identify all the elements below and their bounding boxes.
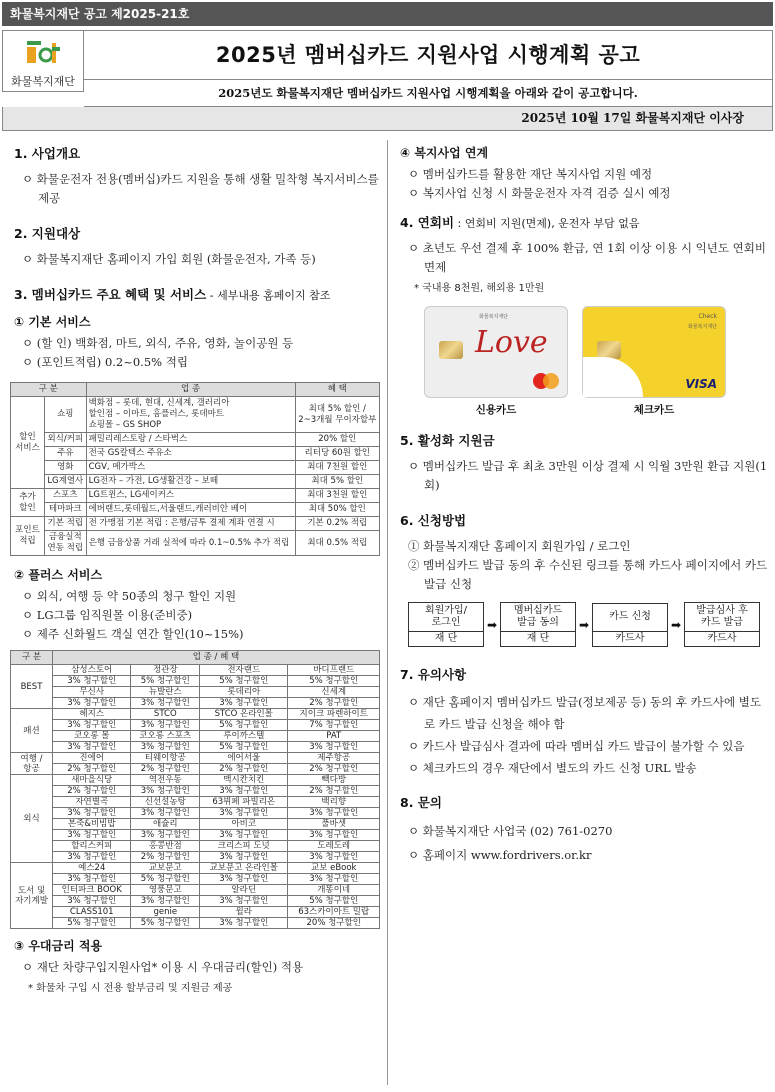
table-cell: 7% 청구할인 [288, 720, 380, 731]
table-cell: 5% 청구할인 [131, 874, 200, 885]
table-cell: 애슐리 [131, 819, 200, 830]
bullet: ㅇ 외식, 여행 등 약 50종의 청구 할인 지원 [22, 589, 237, 603]
table-cell: 20% 할인 [295, 433, 379, 447]
table-cell: 3% 청구할인 [53, 676, 131, 687]
section-heading: 5. 활성화 지원금 [400, 433, 495, 448]
table-cell: LG계열사 [45, 475, 87, 489]
table-cell: 3% 청구할인 [53, 698, 131, 709]
table-cell: 3% 청구할인 [53, 720, 131, 731]
table-cell: 2% 청구할인 [53, 786, 131, 797]
credit-card-figure [424, 306, 568, 417]
org-logo [2, 30, 84, 92]
arrow-icon: ➡ [670, 617, 682, 632]
table-cell: 할리스커피 [53, 841, 131, 852]
subsection-heading: ③ 우대금리 적용 [14, 939, 103, 953]
table-cell: 알라딘 [200, 885, 288, 896]
table-cell: 3% 청구할인 [200, 698, 288, 709]
table-cell: 루이까스텔 [200, 731, 288, 742]
table-cell: 바디프랜드 [288, 665, 380, 676]
credit-card-label: 신용카드 [475, 404, 517, 416]
table-cell: 3% 청구할인 [131, 830, 200, 841]
table-cell: 새마을식당 [53, 775, 131, 786]
table-cell: 테마파크 [45, 503, 87, 517]
table-cell: 5% 청구할인 [131, 918, 200, 929]
flow-step-title: 회원가입/ 로그인 [409, 603, 483, 632]
table-row [11, 797, 380, 808]
table-cell: 금융실적 연동 적립 [45, 531, 87, 556]
flow-step-owner: 재 단 [434, 633, 458, 644]
card-logo-text: 화물복지재단 [688, 324, 717, 330]
arrow-icon: ➡ [486, 617, 498, 632]
table-header-cell: 업 종 [86, 383, 295, 397]
table-cell: STCO [131, 709, 200, 720]
check-card-image [582, 306, 726, 398]
table-cell: LG전자 – 가전, LG생활건강 – 보떼 [86, 475, 295, 489]
table-cell: 코오롱 스포츠 [131, 731, 200, 742]
table-cell: 최대 0.5% 적립 [295, 531, 379, 556]
subsection-heading: ② 플러스 서비스 [14, 568, 103, 582]
table-cell: 기본 적립 [45, 517, 87, 531]
check-card-figure [582, 306, 726, 417]
plus-service-table [10, 650, 380, 929]
table-row [11, 819, 380, 830]
step: ② 멤버십카드 발급 동의 후 수신된 링크를 통해 카드사 페이지에서 카드 발급 신청 [408, 558, 768, 591]
bullet: ㅇ 화물복지재단 홈페이지 가입 회원 (화물운전자, 가족 등) [22, 252, 316, 266]
table-row [11, 676, 380, 687]
table-cell: 3% 청구할인 [200, 786, 288, 797]
table-cell: 신선설농탕 [131, 797, 200, 808]
table-cell: 롯데리아 [200, 687, 288, 698]
heading-note: - 세부내용 홈페이지 참조 [206, 289, 331, 302]
table-row [11, 433, 380, 447]
table-row [11, 489, 380, 503]
table-cell: 3% 청구할인 [53, 742, 131, 753]
contact-homepage: ㅇ 홈페이지 www.fordrivers.or.kr [408, 848, 592, 862]
table-cell: 전자랜드 [200, 665, 288, 676]
table-cell: 3% 청구할인 [288, 742, 380, 753]
table-row [11, 720, 380, 731]
table-cell: 자연별곡 [53, 797, 131, 808]
table-cell: 예스24 [53, 863, 131, 874]
card-images [424, 306, 768, 417]
table-cell: 크리스피 도넛 [200, 841, 288, 852]
basic-service-table [10, 382, 380, 556]
table-cell: 에버랜드,롯데월드,서울랜드,캐러비안 베이 [86, 503, 295, 517]
table-row [11, 397, 380, 433]
table-cell: 윌라 [200, 907, 288, 918]
table-row [11, 841, 380, 852]
table-cell: 주유 [45, 447, 87, 461]
table-cell: 최대 5% 할인 [295, 475, 379, 489]
section-heading [14, 285, 380, 303]
category-cell: 추가 할인 [11, 489, 45, 517]
table-cell: 은행 금융상품 거래 실적에 따라 0.1~0.5% 추가 적립 [86, 531, 295, 556]
bullet: ㅇ 멤버십카드 발급 후 최초 3만원 이상 결제 시 익월 3만원 환급 지원(1회) [408, 459, 768, 492]
card-chip-icon [439, 341, 463, 359]
table-cell: 3% 청구할인 [53, 808, 131, 819]
table-cell: 백리향 [288, 797, 380, 808]
table-cell: 3% 청구할인 [288, 852, 380, 863]
table-cell: 2% 청구할인 [53, 764, 131, 775]
table-cell: 3% 청구할인 [131, 698, 200, 709]
flow-step [592, 603, 668, 647]
right-column [396, 144, 768, 867]
table-cell: 최대 50% 할인 [295, 503, 379, 517]
table-cell: 3% 청구할인 [131, 742, 200, 753]
table-cell: 2% 청구할인 [288, 786, 380, 797]
flow-step-owner: 카드사 [707, 633, 737, 644]
section-heading: 8. 문의 [400, 795, 442, 810]
check-card-label: 체크카드 [633, 404, 675, 416]
table-cell: 백화점 – 롯데, 현대, 신세계, 갤러리아 할인점 – 이마트, 홈플러스, 롯데마트 쇼핑몰 – GS SHOP [86, 397, 295, 433]
table-cell: 3% 청구할인 [200, 808, 288, 819]
table-cell: 3% 청구할인 [200, 852, 288, 863]
table-cell: 삼성스토어 [53, 665, 131, 676]
flow-step-title: 발급심사 후 카드 발급 [685, 603, 759, 632]
table-cell: 5% 청구할인 [200, 720, 288, 731]
arrow-icon: ➡ [578, 617, 590, 632]
category-cell: BEST [11, 665, 53, 709]
table-cell: 영화 [45, 461, 87, 475]
table-cell: 3% 청구할인 [131, 896, 200, 907]
card-visa-text: VISA [685, 377, 717, 391]
table-cell: 전국 GS칼텍스 주유소 [86, 447, 295, 461]
table-row [11, 503, 380, 517]
card-love-text: Love [475, 325, 548, 360]
table-cell: 3% 청구할인 [200, 874, 288, 885]
table-row [11, 852, 380, 863]
table-cell: 스포츠 [45, 489, 87, 503]
table-cell: 3% 청구할인 [131, 808, 200, 819]
table-cell: genie [131, 907, 200, 918]
flow-step [500, 602, 576, 647]
table-row [11, 531, 380, 556]
table-row [11, 517, 380, 531]
table-row [11, 775, 380, 786]
section-heading: 7. 유의사항 [400, 667, 467, 682]
table-cell: CGV, 메가박스 [86, 461, 295, 475]
table-header-cell: 구 분 [11, 651, 53, 665]
table-header-row [11, 651, 380, 665]
table-cell: 외식/커피 [45, 433, 87, 447]
table-cell: 풀바셋 [288, 819, 380, 830]
table-cell: 교보문고 [131, 863, 200, 874]
card-logo-text: 화물복지재단 [479, 314, 508, 320]
table-row [11, 665, 380, 676]
table-cell: 신세계 [288, 687, 380, 698]
table-cell: 개똥이네 [288, 885, 380, 896]
table-cell: CLASS101 [53, 907, 131, 918]
table-cell: 최대 5% 할인 / 2~3개월 무이자할부 [295, 397, 379, 433]
bullet: ㅇ 멤버십카드를 활용한 재단 복지사업 지원 예정 [408, 167, 653, 181]
column-divider [387, 140, 388, 1085]
table-row [11, 786, 380, 797]
table-cell: 5% 청구할인 [288, 896, 380, 907]
category-cell: 도서 및 자기계발 [11, 863, 53, 929]
table-cell: 5% 청구할인 [288, 676, 380, 687]
mastercard-icon [531, 371, 561, 391]
bullet: ㅇ 카드사 발급심사 결과에 따라 멤버십 카드 발급이 불가할 수 있음 [408, 739, 745, 753]
bullet: ㅇ (포인트적립) 0.2~0.5% 적립 [22, 355, 188, 369]
category-cell: 포인트 적립 [11, 517, 45, 556]
section-heading [400, 213, 768, 231]
table-cell: 3% 청구할인 [200, 896, 288, 907]
table-cell: 2% 청구할인 [288, 764, 380, 775]
table-cell: 20% 청구할인 [288, 918, 380, 929]
heading-note: : 연회비 지원(면제), 운전자 부담 없음 [454, 217, 640, 230]
table-row [11, 709, 380, 720]
category-cell: 할인 서비스 [11, 397, 45, 489]
table-row [11, 475, 380, 489]
table-cell: 역전우동 [131, 775, 200, 786]
table-row [11, 885, 380, 896]
application-flow [408, 602, 768, 647]
subsection-heading: ④ 복지사업 연계 [400, 146, 489, 160]
org-logo-mark-icon [25, 37, 61, 65]
table-cell: 5% 청구할인 [131, 676, 200, 687]
table-cell: 교보 eBook [288, 863, 380, 874]
table-cell: 3% 청구할인 [53, 874, 131, 885]
table-row [11, 896, 380, 907]
table-cell: 5% 청구할인 [53, 918, 131, 929]
bullet: ㅇ 제주 신화월드 객실 연간 할인(10~15%) [22, 627, 244, 641]
table-header-cell: 혜 택 [295, 383, 379, 397]
table-cell: 에어서울 [200, 753, 288, 764]
bullet: ㅇ 체크카드의 경우 재단에서 별도의 카드 신청 URL 발송 [408, 761, 697, 775]
bullet: ㅇ 재단 차량구입지원사업* 이용 시 우대금리(할인) 적용 [22, 960, 304, 974]
table-cell: 3% 청구할인 [53, 830, 131, 841]
table-cell: 3% 청구할인 [131, 720, 200, 731]
contact-phone: ㅇ 화물복지재단 사업국 (02) 761-0270 [408, 824, 613, 838]
table-cell: 티웨이항공 [131, 753, 200, 764]
table-cell: 제주항공 [288, 753, 380, 764]
bullet: ㅇ (할 인) 백화점, 마트, 외식, 주유, 영화, 놀이공원 등 [22, 336, 294, 350]
table-cell: 진에어 [53, 753, 131, 764]
table-cell: 뉴발란스 [131, 687, 200, 698]
table-cell: 최대 3천원 할인 [295, 489, 379, 503]
table-cell: 지이크 파렌하이트 [288, 709, 380, 720]
table-cell: 도레도레 [288, 841, 380, 852]
heading-text: 4. 연회비 [400, 215, 455, 230]
table-row [11, 447, 380, 461]
table-cell: 본죽&비빔밥 [53, 819, 131, 830]
table-cell: 빽다방 [288, 775, 380, 786]
table-row [11, 698, 380, 709]
table-cell: 3% 청구할인 [288, 874, 380, 885]
table-cell: 3% 청구할인 [288, 830, 380, 841]
table-cell: 무신사 [53, 687, 131, 698]
page-subtitle: 2025년도 화물복지재단 멤버십카드 지원사업 시행계획을 아래와 같이 공고합니다. [84, 80, 773, 107]
flow-step-owner: 카드사 [615, 632, 645, 644]
table-cell: 3% 청구할인 [288, 808, 380, 819]
subsection-heading: ① 기본 서비스 [14, 315, 91, 329]
bullet: ㅇ 복지사업 신청 시 화물운전자 자격 검증 실시 예정 [408, 186, 671, 200]
date-line: 2025년 10월 17일 화물복지재단 이사장 [2, 107, 773, 131]
table-cell: 홍콩반점 [131, 841, 200, 852]
flow-step [684, 602, 760, 647]
credit-card-image [424, 306, 568, 398]
table-row [11, 907, 380, 918]
page-title: 2025년 멤버십카드 지원사업 시행계획 공고 [84, 30, 773, 80]
table-cell: 아비코 [200, 819, 288, 830]
section-heading: 6. 신청방법 [400, 513, 467, 528]
table-row [11, 863, 380, 874]
flow-step-owner: 재 단 [526, 633, 550, 644]
table-cell: 3% 청구할인 [200, 918, 288, 929]
table-row [11, 461, 380, 475]
notice-number-bar [2, 2, 773, 26]
table-row [11, 918, 380, 929]
bullet: ㅇ 초년도 우선 결제 후 100% 환급, 연 1회 이상 이용 시 익년도 연회비 면제 [408, 241, 766, 274]
footnote: * 화물차 구입 시 전용 할부금리 및 지원금 제공 [28, 983, 233, 994]
left-column [10, 144, 380, 1000]
card-white-swoosh [583, 357, 643, 397]
table-row [11, 874, 380, 885]
table-cell: LG트윈스, LG세이커스 [86, 489, 295, 503]
table-cell: 3% 청구할인 [53, 852, 131, 863]
table-cell: 맥시칸치킨 [200, 775, 288, 786]
table-row [11, 687, 380, 698]
table-header-cell: 구 분 [11, 383, 87, 397]
table-cell: 2% 청구할인 [131, 764, 200, 775]
category-cell: 여행 / 항공 [11, 753, 53, 775]
table-cell: 리터당 60원 할인 [295, 447, 379, 461]
table-row [11, 753, 380, 764]
table-cell: 인터파크 BOOK [53, 885, 131, 896]
table-cell: 5% 청구할인 [200, 676, 288, 687]
notice-number: 화물복지재단 공고 제2025-21호 [10, 7, 190, 21]
flow-step-title: 멤버십카드 발급 동의 [501, 603, 575, 632]
table-cell: 5% 청구할인 [200, 742, 288, 753]
table-cell: 2% 청구할인 [131, 852, 200, 863]
bullet: ㅇ 화물운전자 전용(멤버십)카드 지원을 통해 생활 밀착형 복지서비스를 제공 [22, 172, 379, 205]
table-cell: 2% 청구할인 [200, 764, 288, 775]
table-cell: STCO 온라인몰 [200, 709, 288, 720]
card-check-word: Check [698, 313, 717, 320]
footnote: * 국내용 8천원, 해외용 1만원 [414, 283, 545, 294]
table-cell: 헤지스 [53, 709, 131, 720]
table-cell: 영풍문고 [131, 885, 200, 896]
table-cell: 정관장 [131, 665, 200, 676]
step: ① 화물복지재단 홈페이지 회원가입 / 로그인 [408, 539, 631, 553]
bullet: ㅇ LG그룹 임직원몰 이용(준비중) [22, 608, 193, 622]
bullet: ㅇ 재단 홈페이지 멤버십카드 발급(정보제공 등) 동의 후 카드사에 별도로 카드 발급 신청을 해야 함 [408, 695, 761, 731]
table-cell: 쇼핑 [45, 397, 87, 433]
table-row [11, 742, 380, 753]
category-cell: 외식 [11, 775, 53, 863]
flow-step [408, 602, 484, 647]
section-heading: 1. 사업개요 [14, 146, 81, 161]
table-cell: 3% 청구할인 [200, 830, 288, 841]
category-cell: 패션 [11, 709, 53, 753]
table-cell: PAT [288, 731, 380, 742]
table-row [11, 731, 380, 742]
table-cell: 최대 7천원 할인 [295, 461, 379, 475]
table-cell: 3% 청구할인 [131, 786, 200, 797]
table-cell: 코오롱 몰 [53, 731, 131, 742]
table-cell: 3% 청구할인 [53, 896, 131, 907]
table-header-row [11, 383, 380, 397]
flow-step-title: 카드 신청 [593, 604, 667, 632]
section-heading: 2. 지원대상 [14, 226, 81, 241]
heading-text: 3. 멤버십카드 주요 혜택 및 서비스 [14, 287, 207, 302]
table-cell: 2% 청구할인 [288, 698, 380, 709]
table-cell: 63뷔페 파빌리온 [200, 797, 288, 808]
table-row [11, 764, 380, 775]
table-cell: 전 가맹점 기본 적립 : 은행/금투 결제 계좌 연결 시 [86, 517, 295, 531]
table-header-cell: 업 종 / 혜 택 [53, 651, 380, 665]
table-row [11, 808, 380, 819]
table-cell: 기본 0.2% 적립 [295, 517, 379, 531]
table-cell: 패밀리레스토랑 / 스타벅스 [86, 433, 295, 447]
org-name: 화물복지재단 [11, 75, 75, 88]
table-cell: 교보문고 온라인몰 [200, 863, 288, 874]
table-cell: 63스카이아트 밀랍 [288, 907, 380, 918]
table-row [11, 830, 380, 841]
